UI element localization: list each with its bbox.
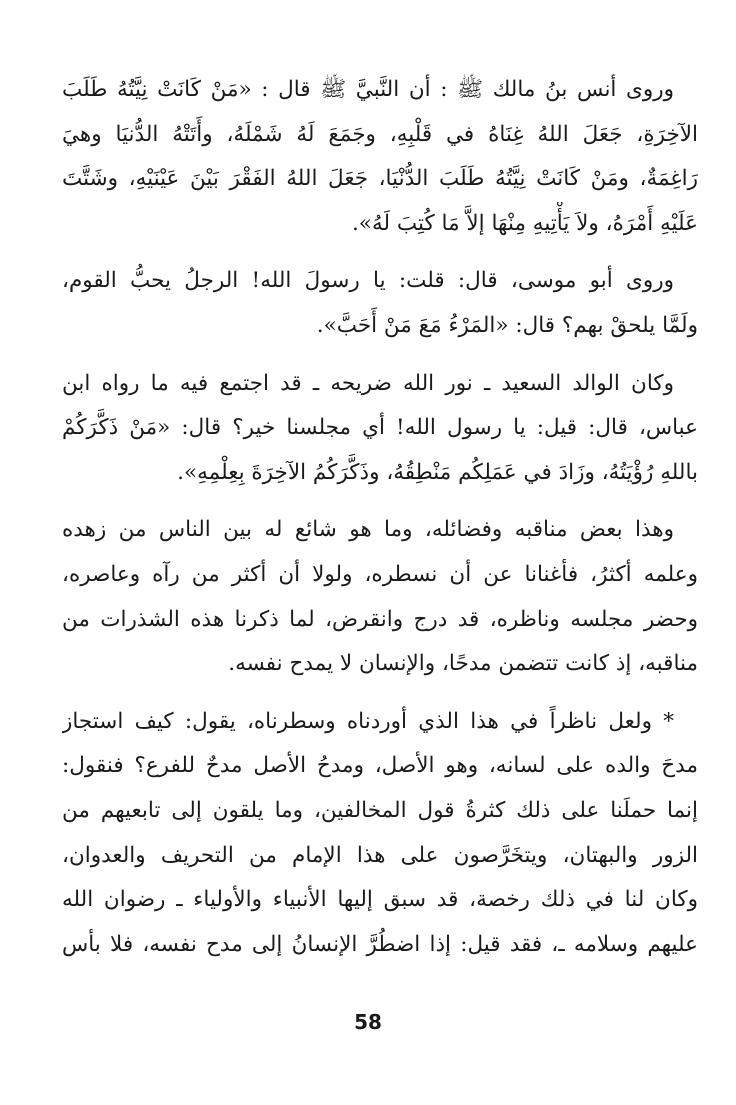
text-line: الآخِرَةِ، جَعَلَ اللهُ غِنَاهُ في قَلْبِهِ، وجَمَعَ لَهُ شَمْلَهُ، وأَتَتْهُ الدُّنيَا وهيَ — [62, 121, 698, 147]
text-line: عَلَيْهِ أَمْرَهُ، ولاَ يَأْتِيهِ مِنْهَا إلاَّ مَا كُتِبَ لَهُ». — [351, 210, 698, 236]
text-line: عليهم وسلامه ـ، فقد قيل: إذا اضطُرَّ الإنسانُ إلى مدح نفسه، فلا بأس — [62, 931, 698, 957]
paragraph-justification — [62, 700, 698, 968]
text-line: مناقبه، إذ كانت تتضمن مدحًا، والإنسان لا يمدح نفسه. — [228, 651, 698, 677]
text-line: وعلمه أكثرُ، فأغنانا عن أن نسطره، ولولا أن أكثر من رآه وعاصره، — [62, 561, 698, 587]
paragraph-anas-hadith — [62, 68, 698, 246]
text-line: رَاغِمَةٌ، ومَنْ كَانَتْ نِيَّتُهُ طَلَبَ الدُّنْيَا، جَعَلَ اللهُ الفَقْرَ بَيْنَ عَيْنَيْهِ، وشَتَّتَ — [62, 166, 698, 192]
text-line: * ولعل ناظراً في هذا الذي أوردناه وسطرناه، يقول: كيف استجاز — [62, 708, 674, 734]
paragraph-abu-musa-hadith — [62, 259, 698, 348]
text-line: وحضر مجلسه وناظره، قد درج وانقرض، لما ذكرنا هذه الشذرات من — [62, 606, 698, 632]
text-line: عباس، قال: قيل: يا رسول الله! أي مجلسنا خير؟ قال: «مَنْ ذَكَّرَكُمْ — [62, 415, 698, 441]
text-line: وكان لنا في ذلك رخصة، قد سبق إليها الأنبياء والأولياء ـ رضوان الله — [62, 887, 698, 913]
text-line: مدحَ والده على لسانه، وهو الأصل، ومدحُ الأصل مدحٌ للفرع؟ فنقول: — [62, 753, 698, 779]
text-line: وروى أنس بنُ مالك ﷺ : أن النَّبيَّ ﷺ قال : «مَنْ كَانَتْ نِيَّتُهُ طَلَبَ — [62, 77, 674, 102]
page-body — [62, 68, 698, 1068]
text-line: إنما حملَنا على ذلك كثرةُ قول المخالفين، وما يلقون إلى تابعيهم من — [62, 797, 698, 823]
text-line: باللهِ رُؤْيَتُهُ، وزَادَ في عَمَلِكُم مَنْطِقُهُ، وذَكَّرَكُمُ الآخِرَةَ بِعِلْمِهِ». — [177, 459, 698, 485]
text-line: الزور والبهتان، ويتخَرَّصون على هذا الإمام من التحريف والعدوان، — [62, 842, 698, 868]
paragraph-father-description — [62, 362, 698, 496]
text-line: وهذا بعض مناقبه وفضائله، وما هو شائع له بين الناس من زهده — [62, 517, 674, 543]
text-line: ولَمَّا يلحقْ بهم؟ قال: «المَرْءُ مَعَ مَنْ أَحَبَّ». — [316, 312, 698, 338]
page-number: 58 — [354, 1010, 382, 1034]
paragraph-virtues — [62, 508, 698, 686]
text-line: وكان الوالد السعيد ـ نور الله ضريحه ـ قد اجتمع فيه ما رواه ابن — [62, 370, 674, 396]
text-line: وروى أبو موسى، قال: قلت: يا رسولَ الله! الرجلُ يحبُّ القوم، — [62, 268, 674, 294]
